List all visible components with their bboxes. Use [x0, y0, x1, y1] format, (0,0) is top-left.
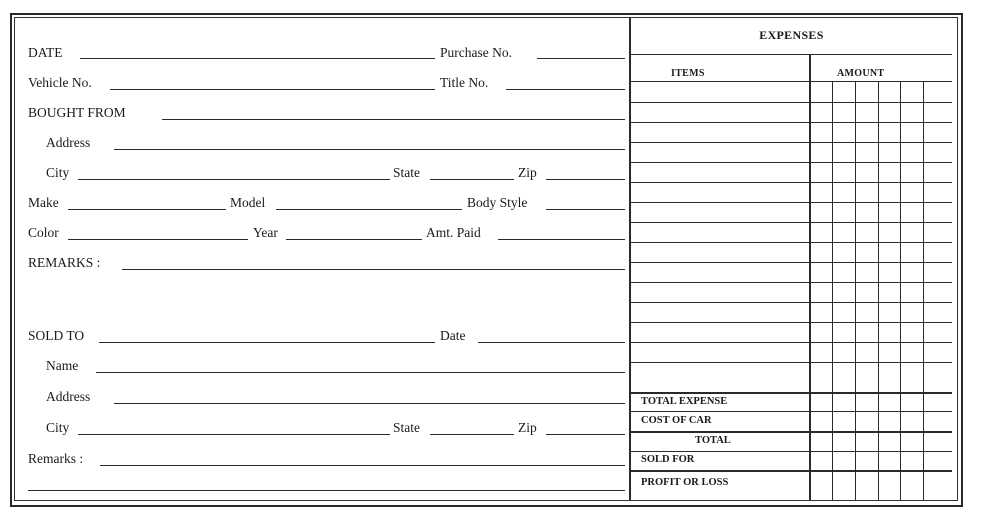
item-row-line: [631, 202, 952, 203]
summary-row-line: [631, 411, 952, 412]
sold-city-label: City: [46, 420, 70, 435]
make-label: Make: [28, 195, 59, 210]
remarks-label: REMARKS :: [28, 255, 101, 270]
vehicle-no-label: Vehicle No.: [28, 75, 92, 90]
bought-from-label: BOUGHT FROM: [28, 105, 126, 120]
purchase-no-field[interactable]: [537, 58, 625, 59]
summary-top-line: [631, 392, 952, 394]
sold-date-label: Date: [440, 328, 466, 343]
item-row-line: [631, 322, 952, 323]
date-field[interactable]: [80, 58, 435, 59]
year-label: Year: [253, 225, 278, 240]
purchase-no-label: Purchase No.: [440, 45, 512, 60]
amount-column-line: [923, 81, 924, 500]
bought-state-label: State: [393, 165, 420, 180]
summary-row-line: [631, 431, 952, 433]
name-label: Name: [46, 358, 79, 373]
amount-column-line: [878, 81, 879, 500]
year-field[interactable]: [286, 239, 422, 240]
item-row-line: [631, 222, 952, 223]
bought-address-label: Address: [46, 135, 91, 150]
amount-header: AMOUNT: [837, 68, 885, 79]
total-expense-label: TOTAL EXPENSE: [641, 396, 728, 407]
color-label: Color: [28, 225, 59, 240]
vehicle-no-field[interactable]: [110, 89, 435, 90]
profit-or-loss-label: PROFIT OR LOSS: [641, 477, 729, 488]
sold-remarks-field[interactable]: [100, 465, 625, 466]
make-field[interactable]: [68, 209, 226, 210]
body-style-label: Body Style: [467, 195, 528, 210]
model-field[interactable]: [276, 209, 462, 210]
sold-address-label: Address: [46, 389, 91, 404]
title-no-field[interactable]: [506, 89, 625, 90]
item-row-line: [631, 302, 952, 303]
sold-to-field[interactable]: [99, 342, 435, 343]
sold-zip-label: Zip: [518, 420, 537, 435]
bought-address-field[interactable]: [114, 149, 625, 150]
expenses-title: EXPENSES: [631, 18, 952, 55]
bought-zip-field[interactable]: [546, 179, 625, 180]
sold-for-label: SOLD FOR: [641, 454, 695, 465]
amount-column-line: [855, 81, 856, 500]
sold-to-label: SOLD TO: [28, 328, 85, 343]
sold-remarks-field-extra[interactable]: [28, 490, 625, 491]
amt-paid-field[interactable]: [498, 239, 625, 240]
color-field[interactable]: [68, 239, 248, 240]
model-label: Model: [230, 195, 266, 210]
expenses-table: [631, 18, 958, 500]
item-row-line: [631, 122, 952, 123]
amount-column-line: [832, 81, 833, 500]
sold-remarks-label: Remarks :: [28, 451, 84, 466]
sold-date-field[interactable]: [478, 342, 625, 343]
item-row-line: [631, 102, 952, 103]
header-bottom-line: [631, 81, 952, 82]
sold-city-field[interactable]: [78, 434, 390, 435]
bought-city-field[interactable]: [78, 179, 390, 180]
item-row-line: [631, 162, 952, 163]
sold-address-field[interactable]: [114, 403, 625, 404]
sold-zip-field[interactable]: [546, 434, 625, 435]
item-row-line: [631, 242, 952, 243]
amt-paid-label: Amt. Paid: [426, 225, 481, 240]
summary-row-line: [631, 470, 952, 472]
item-row-line: [631, 142, 952, 143]
sold-state-label: State: [393, 420, 420, 435]
sold-state-field[interactable]: [430, 434, 514, 435]
item-row-line: [631, 282, 952, 283]
date-label: DATE: [28, 45, 63, 60]
item-row-line: [631, 182, 952, 183]
title-no-label: Title No.: [440, 75, 489, 90]
remarks-field[interactable]: [122, 269, 625, 270]
bought-from-field[interactable]: [162, 119, 625, 120]
body-style-field[interactable]: [546, 209, 625, 210]
summary-row-line: [631, 451, 952, 452]
bought-city-label: City: [46, 165, 70, 180]
cost-of-car-label: COST OF CAR: [641, 415, 712, 426]
name-field[interactable]: [96, 372, 625, 373]
bought-state-field[interactable]: [430, 179, 514, 180]
items-amount-divider: [809, 54, 811, 500]
bought-zip-label: Zip: [518, 165, 537, 180]
item-row-line: [631, 342, 952, 343]
amount-column-line: [900, 81, 901, 500]
total-label: TOTAL: [695, 435, 731, 446]
items-header: ITEMS: [671, 68, 705, 79]
item-row-line: [631, 262, 952, 263]
item-row-line: [631, 362, 952, 363]
